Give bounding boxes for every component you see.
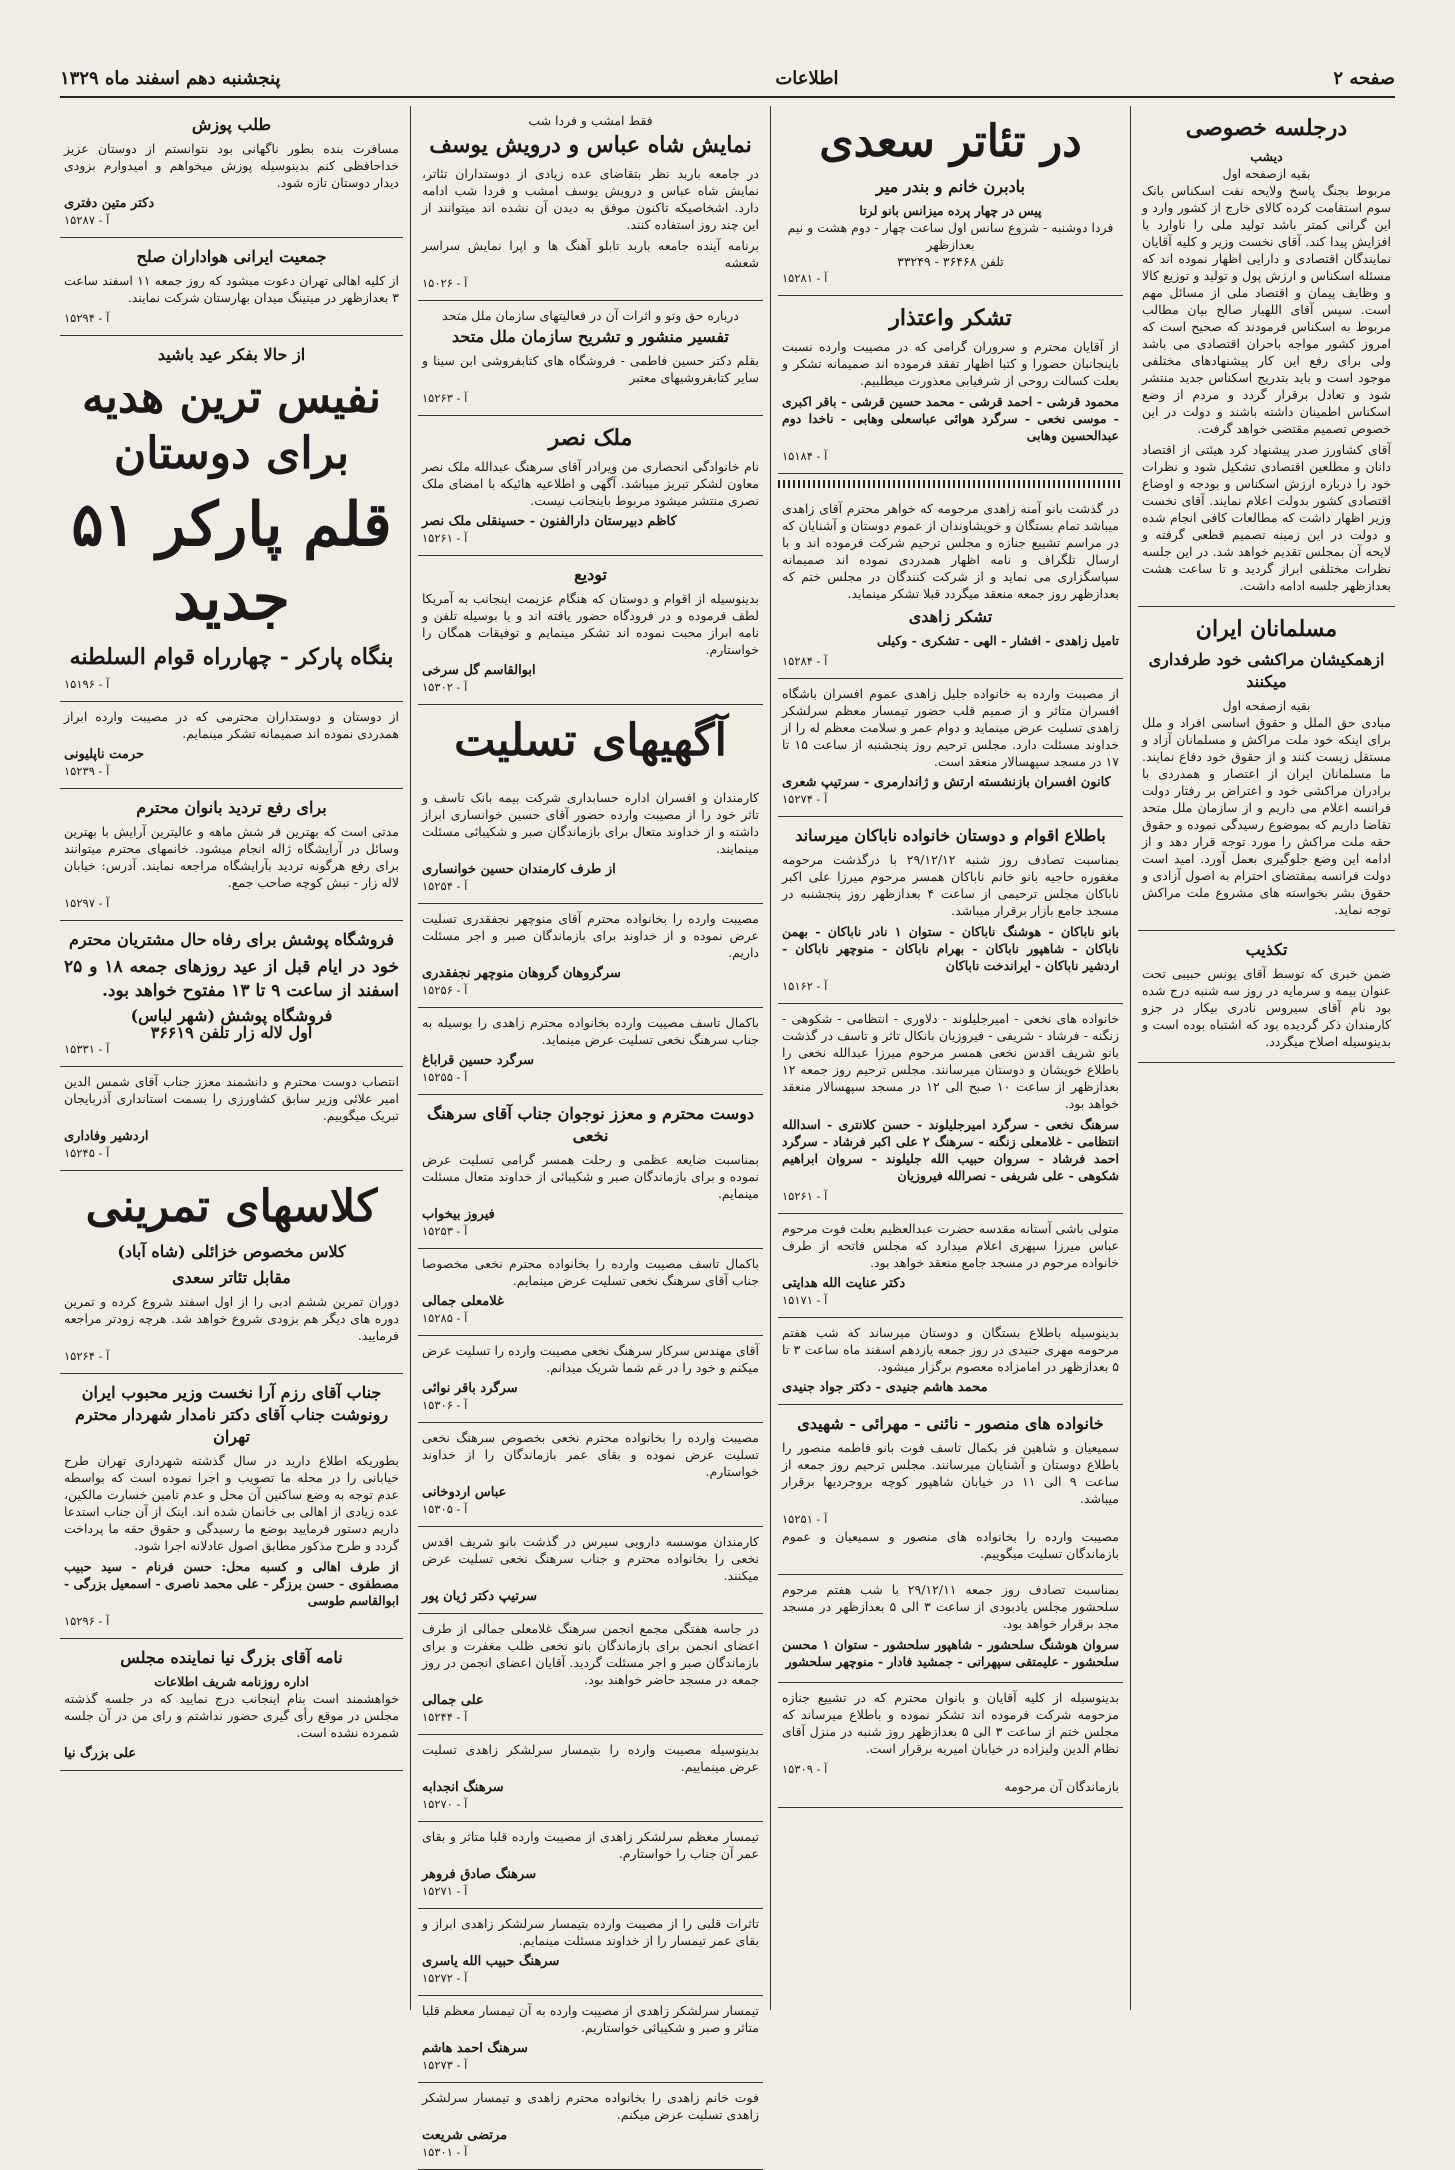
ad-body: نام خانوادگی انحصاری من ویرادر آقای سرهنگ عبدالله ملک نصر معاون لشکر تبریز میباشد. آگهی و اطلاعیه هائیکه با امضای ملک نصری منتشر میشود مربوط باینجانب نیست. [422, 459, 759, 508]
condolence-ad [418, 1008, 763, 1095]
ad-body: کارمندان و افسران اداره حسابداری شرکت بیمه بانک تاسف و تاثر خود را از مصیبت وارده حضور آقای حسین خوانساری ابراز داشته و از خداوند متعال برای بازماندگان صبر و شکیبائی مسئلت مینمایند. [422, 790, 759, 856]
ad-signature: محمد هاشم جنیدی - دکتر جواد جنیدی [782, 1380, 988, 1395]
condolence-ad [418, 1095, 763, 1249]
ad-signature: سرهنگ احمد هاشم [422, 2041, 528, 2056]
private-session-article [1138, 106, 1395, 607]
ad-body: کارمندان موسسه دارویی سیرس در گذشت بانو شریف اقدس نخعی را بخانواده محترم و جناب سرهنگ نخعی تسلیت عرض میکنند. [422, 1534, 759, 1583]
ad-signature: علی بزرگ نیا [64, 1746, 137, 1761]
thanks-apology-ad [778, 296, 1123, 474]
notice-title: تکذیب [1245, 940, 1288, 959]
ad-number: آ - ۱۵۳۰۵ [422, 1502, 468, 1516]
ad-address: مقابل تئاتر سعدی [172, 1268, 291, 1287]
ad-address: اول لاله زار تلفن ۳۶۶۱۹ [150, 1023, 313, 1042]
ad-number: آ - ۱۵۲۶۳ [422, 391, 468, 405]
article-title: مسلمانان ایران [1195, 616, 1338, 642]
ad-signatures: سروان هوشنگ سلحشور - شاهپور سلحشور - ستوان ۱ محسن سلحشور - علیمتقی سپهرانی - جمشید فادار - منوچهر سلحشور [782, 1637, 1119, 1669]
column-3 [418, 106, 763, 2159]
peace-society-ad [60, 238, 403, 336]
ad-signature: کاظم دبیرستان دارالفنون - حسینقلی ملک نصر [422, 514, 677, 529]
ad-time: فردا دوشنبه - شروع سانس اول ساعت چهار - دوم هشت و نیم بعدازظهر [787, 220, 1114, 252]
ad-number: آ - ۱۵۲۵۴ [422, 879, 468, 893]
ad-body: تیمسار معظم سرلشکر زاهدی از مصیبت وارده قلبا متاثر و بقای عمر آن جناب را خواستارم. [422, 1829, 759, 1861]
ad-number: آ - ۱۵۳۰۱ [422, 2145, 468, 2159]
article-continuation: بقیه ازصفحه اول [1222, 698, 1311, 713]
ad-number: آ - ۱۵۲۶۴ [64, 1349, 110, 1363]
column-rule [410, 106, 411, 2010]
paper-name: اطلاعات [775, 67, 839, 89]
ad-play: پیس در چهار پرده میزانس بانو لرتا [859, 203, 1042, 218]
ad-number: آ - ۱۵۲۷۰ [422, 1797, 468, 1811]
ad-signatures: محمود قرشی - احمد قرشی - محمد حسین قرشی - باقر اکبری - موسی نخعی - سرگرد هوائی عباسعلی وهابی - ناخدا دوم عبدالحسین وهابی [782, 394, 1119, 443]
ad-signature: اردشیر وفاداری [64, 1129, 149, 1144]
condolence-ad [418, 1527, 763, 1614]
ad-number: آ - ۱۵۱۶۲ [782, 979, 828, 993]
ad-body: مدتی است که بهترین فر شش ماهه و عالیترین آرایش با بهترین وسائل در آرایشگاه ژاله انجام میشود. خانمهای محترم میتوانند برای رفع هرگونه تردید بآرایشگاه مراجعه نمایند. آدرس: خیابان لاله زار - نبش کوچه صاحب جمع. [64, 824, 399, 890]
last-notice-ad [778, 1683, 1123, 1808]
ad-signature: از طرف کارمندان حسین خوانساری [422, 862, 616, 877]
ad-signature: سرگروهان گروهان منوچهر نجفقدری [422, 966, 621, 981]
condolence-ad [418, 904, 763, 1008]
ad-signature: کانون افسران بازنشسته ارتش و ژاندارمری - سرتیپ شعری [782, 775, 1111, 790]
ad-title: تودیع [574, 565, 607, 584]
condolence-ad [418, 1336, 763, 1423]
ad-body: بطوریکه اطلاع دارید در سال گذشته شهرداری تهران طرح خیابانی را در محله ما تصویب و اجرا نموده است که بواسطه عدم توجه به وضع ساکنین آن محل و عدم تامین خسارت مالکین، عده زیادی از اهالی بی خانمان شده اند. اینک از آن جناب استدعا داریم دستور فرمایید بوضع ما رسیدگی و حقوق حقه ما پرداخت گردد و طرح مذکور مطابق اصول عادلانه اجرا شود. [64, 1453, 400, 1553]
masthead [60, 60, 1395, 98]
ad-kicker: از حالا بفکر عید باشید [157, 345, 306, 364]
condolence-ad [418, 783, 763, 904]
article-continuation: بقیه ازصفحه اول [1222, 166, 1311, 181]
ad-number: آ - ۱۵۲۹۷ [64, 896, 110, 910]
ad-number: آ - ۱۵۳۰۲ [422, 680, 468, 694]
correction-notice [1138, 931, 1395, 1063]
ad-title: فروشگاه پوشش برای رفاه حال مشتریان محترم [69, 930, 394, 949]
ad-body: انتصاب دوست محترم و دانشمند معزز جناب آقای شمس الدین امیر علائی وزیر سابق کشاورزی را بسمت استانداری آذربایجان تبریک میگوییم. [64, 1074, 399, 1123]
ad-body: بدینوسیله باطلاع بستگان و دوستان میرساند که شب هفتم مرحومه مهری جنیدی در روز جمعه یازدهم اسفند ماه ساعت ۳ تا ۵ بعدازظهر در امامزاده معصوم برگزار میشود. [782, 1325, 1119, 1374]
ad-number: آ - ۱۵۲۳۹ [64, 764, 110, 778]
ad-body: از کلیه اهالی تهران دعوت میشود که روز جمعه ۱۱ اسفند ساعت ۳ بعدازظهر در میتینگ میدان بهارستان شرکت نمایند. [64, 273, 399, 305]
ad-signatures: سرهنگ نخعی - سرگرد امیرجلیلوند - حسن کلانتری - اسدالله انتظامی - غلامعلی زنگنه - سرهنگ ۲ علی اکبر فرشاد - سرگرد احمد فرشاد - سروان حبیب الله جلیلوند - سروان ابراهیم شکوهی - علی شریفی - نصرالله فیروزیان [782, 1117, 1120, 1183]
ad-title: تشکر زاهدی [908, 607, 993, 626]
ad-body: مصیبت وارده را بخانواده محترم آقای منوچهر نجفقدری تسلیت عرض نموده و از خداوند برای بازماندگان صبر و اجر مسئلت داریم. [422, 911, 759, 960]
ad-number: آ - ۱۵۲۷۳ [422, 2058, 468, 2072]
ad-number: آ - ۱۵۲۷۲ [422, 1971, 468, 1985]
ad-number: آ - ۱۵۲۷۴ [782, 792, 828, 806]
nabakan-notice-ad [778, 817, 1123, 1004]
zahedi-thanks-ad [778, 494, 1123, 679]
ad-signature: دکتر متین دفتری [64, 196, 155, 211]
ad-number: آ - ۱۵۱۸۴ [782, 449, 828, 463]
ad-number: آ - ۱۵۲۹۴ [64, 311, 110, 325]
ad-body: بقلم دکتر حسین فاطمی - فروشگاه های کتابفروشی ابن سینا و سایر کتابفروشیهای معتبر [422, 353, 759, 385]
ad-store: بنگاه پارکر - چهارراه قوام السلطنه [69, 644, 394, 670]
ad-signature: سرهنگ صادق فروهر [422, 1867, 537, 1882]
malek-nasr-ad [418, 416, 763, 556]
ad-kicker: فقط امشب و فردا شب [528, 113, 653, 128]
condolence-ad [418, 1735, 763, 1822]
divider [778, 480, 1123, 488]
ad-title: در تئاتر سعدی [819, 116, 1082, 167]
ad-title: کلاسهای تمرینی [85, 1181, 378, 1232]
ad-number: آ - ۱۵۲۸۴ [782, 654, 828, 668]
saadi-theater-ad [778, 106, 1123, 296]
ad-body: بدینوسیله از کلیه آقایان و بانوان محترم که در تشییع جنازه مرحومه شرکت فرموده اند تشکر نموده و باطلاع میرساند که مجلس ختم از ساعت ۳ الی ۵ بعدازظهر روز شنبه در منزل آقای نظام الدین ولیزاده در خیابان امیریه برقرار است. [782, 1690, 1119, 1756]
jenidi-notice-ad [778, 1318, 1123, 1405]
column-rule [1130, 106, 1131, 2010]
salon-ad [60, 789, 403, 921]
ad-store-name: فروشگاه پوشش (شهر لباس) [130, 1006, 333, 1025]
ad-signatures: از طرف اهالی و کسبه محل: حسن فرنام - سید حبیب مصطفوی - حسن برزگر - علی محمد ناصری - اسمعیل بزرگی - ابوالقاسم طوسی [63, 1559, 399, 1608]
ad-body: در جامعه باربد نظر بتقاضای عده زیادی از دوستداران تئاتر، نمایش شاه عباس و درویش یوسف امشب و فردا شب ادامه دارد. اشخاصیکه تاکنون موفق به دیدن آن نشده اند میتوانند از این چند روز استفاده کنند. [422, 166, 759, 232]
ad-number: آ - ۱۵۱۹۶ [64, 677, 110, 691]
ad-number: آ - ۱۵۲۸۵ [422, 1311, 468, 1325]
ad-body: خواهشمند است بنام اینجانب درج نمایید که در جلسه گذشته مجلس در موقع رأی گیری حضور نداشتم و رای من در آن جلسه شمرده نشده است. [64, 1691, 399, 1740]
ad-title: تفسیر منشور و تشریح سازمان ملل متحد [452, 327, 729, 346]
apology-ad [60, 106, 403, 238]
ad-body: خانواده های نخعی - امیرجلیلوند - دلاوری - انتظامی - شکوهی - زنگنه - فرشاد - شریفی - فیروزیان بانکال تاثر و تاسف در گذشت بانو شریف اقدس نخعی همسر مرحوم میرزا عبدالله نخعی را باطلاع خویشان و دوستان میرسانند. مجلس ترحیم روز جمعه ۱۲ بعدازظهر از ساعت ۱۰ صبح الی ۱۲ در مسجد سپهسالار منعقد خواهد بود. [782, 1011, 1120, 1111]
column-1 [1138, 106, 1395, 2010]
ad-title: طلب پوزش [191, 115, 272, 134]
ad-title: نامه آقای بزرگ نیا نماینده مجلس [120, 1648, 343, 1667]
ad-title: نمایش شاه عباس و درویش یوسف [429, 132, 752, 158]
ad-body: بدینوسیله مصیبت وارده را بتیمسار سرلشکر زاهدی تسلیت عرض مینماییم. [422, 1742, 759, 1774]
ad-title: نفیس ترین هدیه برای دوستان [82, 372, 381, 479]
ad-body: از مصیبت وارده به خانواده جلیل زاهدی عموم افسران باشگاه افسران متاثر و از صمیم قلب حضور تیمسار معظم سرلشکر زاهدی تسلیت عرض مینماید و دوام عمر و سلامت معظم له را از خداوند مسئلت دارد. مجلس ترحیم روز پنجشنبه از ساعت ۱۵ تا ۱۷ در مسجد سپهسالار منعقد است. [782, 686, 1119, 769]
ad-number: آ - ۱۵۲۵۳ [422, 1224, 468, 1238]
mosque-notice-ad [778, 1214, 1123, 1318]
ad-body: بمناسبت تصادف روز شنبه ۲۹/۱۲/۱۲ با درگذشت مرحومه مغفوره حاجیه بانو خانم ناباکان همسر مرحوم میرزا علی اکبر ناباکان مجلس ترحیمی از ساعت ۴ بعدازظهر روز پنجشنبه در مسجد جامع بازار برقرار میباشد. [782, 852, 1120, 918]
ad-body: مصیبت وارده را بخانواده های منصور و سمیعیان و عموم بازماندگان تسلیت میگوییم. [782, 1529, 1119, 1561]
condolence-ad [418, 1249, 763, 1336]
ad-phone: تلفن ۳۶۴۶۸ - ۳۳۲۴۹ [897, 254, 1004, 269]
condolence-ad [418, 2083, 763, 2170]
condolence-ad [418, 1423, 763, 1527]
ad-body: در گذشت بانو آمنه زاهدی مرحومه که خواهر محترم آقای زاهدی میباشد تمام بستگان و خویشاوندان از عموم دوستان و آشنایان که در مراسم تشییع جنازه و مجلس ترحیم شرکت فرموده اند و با ارسال تلگراف و نامه اظهار همدردی نموده اند صمیمانه سپاسگزاری می نماید و از شرکت کنندگان در مجلس ختم که بعدازظهر روز جمعه منعقد میگردد قبلا تشکر مینماید. [782, 501, 1120, 601]
thanks-ad [60, 702, 403, 789]
column-rule [770, 106, 771, 2010]
notice-body: ضمن خبری که توسط آقای یونس حبیبی تحت عنوان بیمه و سرمایه در روز سه شنبه درج شده بود نام آقای سیروس نادری بیکار در جزو کارمندان ذکر گردیده بود که اشتباه بوده است و بدینوسیله اصلاح میگردد. [1142, 966, 1391, 1049]
ad-title: جمعیت ایرانی هواداران صلح [136, 247, 327, 266]
article-body: مبادی حق الملل و حقوق اساسی افراد و ملل برای اینکه خود ملت مراکش و مسلمانان آزاد و مستقل زیست کنند و از حقوق خود دفاع نمایند. ما مسلمانان ایران از اعتصار و همدردی با برادران مراکشی خود و اعتراض بر رفتار دولت فرانسه اعلام می داریم و از سازمان ملل متحد تقاضا داریم که بموضوع رسیدگی نموده و حقوق حقه ملت مراکش را مورد توجه قرار دهد و از ادامه این وضع جلوگیری بعمل آورد. امید است دولت فرانسه بمقتضای احترام به اصول آزادی و حقوق بشر بخواسته های مشروع ملت مراکش توجه نماید. [1142, 715, 1391, 917]
condolence-ad [418, 1909, 763, 1996]
article-body: مربوط بجنگ پاسخ ولایحه نفت اسکناس بانک سوم استقامت کرده کالای خارج از کشور وارد و این گرانی کمتر باشد تولید ملی را ناوارد یا افزایش پیدا کند. آقای نخست وزیر و کلیه آقایان نمایندگان اقتصادی و دارایی اظهار نموده اند که مسئله اسکناس و ارزش پول و تولید و توزیع کالا و وظایف پیمان و اقتصاد ملی از مسائل مهم است. سپس آقای اللهیار صالح بیان مطالب مربوط به اسکناس فرمودند که صحیح است که امروز کشور مواجه باحران اقتصادی می باشد ولی برای رفع این کار پیشنهادهای مختلفی موجود است و باید بتدریج اسکناس جدید منتشر شود و تعادل برقرار گردد و مردم از وضع اسکناس اطمینان داشته باشند و دولت در این خصوص تصمیم مقتضی خواهد گرفت. [1142, 183, 1391, 436]
ad-number: آ - ۱۵۲۹۶ [64, 1614, 110, 1628]
clothing-store-ad [60, 921, 403, 1067]
ad-subtitle: اداره روزنامه شریف اطلاعات [154, 1674, 309, 1689]
nakhaei-families-ad [778, 1004, 1123, 1214]
ad-title: خانواده های منصور - نائنی - مهرائی - شهیدی [797, 1414, 1104, 1433]
ad-number: آ - ۱۵۲۴۵ [64, 1146, 110, 1160]
ad-subtitle: بادبرن خانم و بندر میر [876, 177, 1025, 196]
ad-body: باکمال تاسف مصیبت وارده را بخانواده محترم نخعی مخصوصا جناب آقای سرهنگ نخعی تسلیت عرض مینمایم. [422, 1256, 759, 1288]
article-body: آقای کشاورز صدر پیشنهاد کرد هیئتی از اقتصاد دانان و مطلعین اقتصادی تشکیل شود و نظرات خود را درباره ارزش اسکناس و بودجه و اوضاع اقتصادی کشور بدولت اعلام نمایند. آقای نخست وزیر اظهار داشت که مطالعات کافی انجام شده و دولت در این زمینه تصمیم قطعی گرفته و لایحه آن بمجلس تقدیم خواهد شد. در این جلسه نظرات مختلفی ابراز گردید و تا ساعت هشت بعدازظهر جلسه ادامه داشت. [1142, 442, 1391, 593]
ad-body: دوران تمرین ششم ادبی را از اول اسفند شروع کرده و تمرین دوره های دیگر هم بزودی شروع خواهد شد. هرچه زودتر مراجعه فرمایید. [64, 1294, 399, 1343]
ad-number: آ - ۱۵۱۷۱ [782, 1293, 828, 1307]
show-ad [418, 106, 763, 301]
ad-signature: ابوالقاسم گل سرخی [422, 663, 536, 678]
mansour-families-ad [778, 1405, 1123, 1575]
ad-body: تاثرات قلبی را از مصیبت وارده بتیمسار سرلشکر زاهدی ابراز و بقای عمر تیمسار را از خداوند مسئلت مینمایم. [422, 1916, 759, 1948]
ad-note: برنامه آینده جامعه باربد تابلو آهنگ ها و اپرا نمایش سراسر شعشه [422, 238, 759, 270]
mp-letter-ad [60, 1639, 403, 1771]
ad-signatures: تامیل زاهدی - افشار - الهی - تشکری - وکیلی [876, 633, 1119, 648]
ad-signature: حرمت ناپلیونی [64, 747, 145, 762]
section-title: آگهیهای تسلیت [454, 715, 727, 766]
officers-condolence-ad [778, 679, 1123, 817]
newspaper-page [60, 60, 1395, 2159]
ad-body: فوت خانم زاهدی را بخانواده محترم زاهدی و تیمسار سرلشکر زاهدی تسلیت عرض میکنم. [422, 2090, 759, 2122]
ad-number: آ - ۱۵۲۵۶ [422, 983, 468, 997]
ad-signature: سرگرد باقر نوائی [422, 1381, 518, 1396]
condolence-ad [418, 1822, 763, 1909]
ad-body: تیمسار سرلشکر زاهدی از مصیبت وارده به آن تیمسار معظم قلبا متاثر و صبر و شکیبائی خواستاریم. [422, 2003, 759, 2035]
issue-date: پنجشنبه دهم اسفند ماه ۱۳۲۹ [60, 67, 281, 89]
article-title: درجلسه خصوصی [1185, 115, 1348, 141]
ad-number: آ - ۱۵۲۵۵ [422, 1070, 468, 1084]
ad-number: آ - ۱۵۳۰۹ [782, 1762, 828, 1776]
ad-body: خود در ایام قبل از عید روزهای جمعه ۱۸ و ۲۵ اسفند از ساعت ۹ تا ۱۳ مفتوح خواهد بود. [64, 957, 400, 1001]
ad-title: باطلاع اقوام و دوستان خانواده ناباکان میرساند [795, 826, 1106, 845]
ad-signature: سرهنگ انجدابه [422, 1780, 504, 1795]
ad-number: آ - ۱۵۲۸۷ [64, 213, 110, 227]
ad-number: آ - ۱۵۲۸۱ [782, 271, 828, 285]
ad-body: مسافرت بنده بطور ناگهانی بود نتوانستم از دوستان عزیز خداحافظی کنم بدینوسیله پوزش میخواهم و امیدوارم بزودی دیدار دوستان تازه شود. [64, 141, 399, 190]
ad-title: تشکر واعتذار [889, 305, 1012, 331]
condolence-ad [418, 1614, 763, 1735]
appointment-ad [60, 1067, 403, 1171]
un-book-ad [418, 301, 763, 416]
ad-number: آ - ۱۵۳۳۱ [64, 1042, 110, 1056]
ad-signature: سرهنگ حبیب الله یاسری [422, 1954, 560, 1969]
ad-number: آ - ۱۵۲۴۴ [422, 1710, 468, 1724]
ad-signature: سرگرد حسین قراباغ [422, 1053, 535, 1068]
ad-body: باکمال تاسف مصیبت وارده بخانواده محترم زاهدی را بوسیله به جناب سرهنگ نخعی تسلیت عرض مینماید. [422, 1015, 759, 1047]
ad-signature: علی جمالی [422, 1693, 484, 1708]
ad-signature: عباس اردوخانی [422, 1485, 507, 1500]
ad-number: آ - ۱۵۰۲۶ [422, 276, 468, 290]
ad-signatures: بانو ناباکان - هوشنگ ناباکان - ستوان ۱ نادر ناباکان - بهمن ناباکان - شاهپور ناباکان - بهرام ناباکان - منوچهر ناباکان - اردشیر ناباکان - ایراندخت ناباکان [782, 924, 1119, 973]
ad-title: دوست محترم و معزز نوجوان جناب آقای سرهنگ نخعی [426, 1104, 755, 1145]
ad-body: مصیبت وارده را بخانواده محترم نخعی بخصوص سرهنگ نخعی تسلیت عرض نموده و بقای عمر بازماندگان را از خداوند خواستارم. [422, 1430, 759, 1479]
ad-product: قلم پارکر ۵۱ جدید [71, 490, 392, 634]
ad-signature: مرتضی شریعت [422, 2128, 508, 2143]
ad-number: آ - ۱۵۲۷۱ [422, 1884, 468, 1898]
ad-number: آ - ۱۵۲۵۱ [782, 1512, 828, 1526]
farewell-ad [418, 556, 763, 705]
training-classes-ad [60, 1171, 403, 1374]
ad-body: بمناسبت تصادف روز جمعه ۲۹/۱۲/۱۱ با شب هفتم مرحوم سلحشور مجلس یادبودی از ساعت ۳ الی ۵ بعدازظهر در مسجد مجد برقرار خواهد بود. [782, 1582, 1120, 1631]
ad-signature: دکتر عنایت الله هدایتی [782, 1276, 906, 1291]
ad-signature: سرتیپ دکتر ژیان پور [422, 1589, 538, 1604]
column-4 [60, 106, 403, 2010]
ad-body: بازماندگان آن مرحومه [1004, 1779, 1119, 1794]
ad-title: جناب آقای رزم آرا نخست وزیر محبوب ایران رونوشت جناب آقای دکتر نامدار شهردار محترم تهران [74, 1383, 389, 1446]
article-subtitle: ازهمکیشان مراکشی خود طرفداری میکنند [1148, 650, 1385, 691]
page-number: صفحه ۲ [1333, 67, 1395, 89]
article-subtitle: دیشب [1250, 149, 1283, 164]
ad-number: آ - ۱۵۲۶۱ [782, 1189, 828, 1203]
ad-body: در جاسه هفتگی مجمع انجمن سرهنگ غلامعلی جمالی از طرف اعضای انجمن برای بازماندگان بانو نخعی طلب مغفرت و برای بازماندگان صبر و اجر مسئلت گردید. آقایان اعضای انجمن در روز جمعه در مسجد حاضر خواهند بود. [422, 1621, 759, 1687]
ad-body: از دوستان و دوستداران محترمی که در مصیبت وارده ابراز همدردی نموده اند صمیمانه تشکر مینمایم. [64, 709, 399, 741]
ad-body: سمیعیان و شاهین فر بکمال تاسف فوت بانو فاطمه منصور را باطلاع دوستان و آشنایان میرسانند. مجلس ترحیم روز جمعه از ساعت ۹ الی ۱۱ در خیابان شاهپور کوچه بروجردیها برقرار میباشد. [782, 1440, 1119, 1506]
condolence-ad [418, 1996, 763, 2083]
ad-body: آقای مهندس سرکار سرهنگ نخعی مصیبت وارده را تسلیت عرض میکنم و خود را در غم شما شریک میدانم. [422, 1343, 759, 1375]
ad-kicker: درباره حق وتو و اثرات آن در فعالیتهای سازمان ملل متحد [442, 308, 739, 323]
open-letter-ad [60, 1374, 403, 1639]
ad-body: از آقایان محترم و سروران گرامی که در مصیبت وارده نسبت باینجانبان حضورا و کتبا اظهار تفقد فرموده اند صمیمانه تشکر و بعلت کسالت روحی از شرفیابی معذورت میطلبیم. [782, 339, 1119, 388]
muslims-article [1138, 607, 1395, 931]
ad-number: آ - ۱۵۳۰۶ [422, 1398, 468, 1412]
ad-body: بدینوسیله از اقوام و دوستان که هنگام عزیمت اینجانب به آمریکا لطف فرموده و در فرودگاه حضور یافته اند و یا بوسیله تلفن و نامه ابراز محبت نموده اند تشکر مینمایم و توفیقات همگان را خواستارم. [422, 591, 759, 657]
column-2 [778, 106, 1123, 2010]
ad-title: برای رفع تردید بانوان محترم [136, 798, 327, 817]
ad-body: بمناسبت ضایعه عظمی و رحلت همسر گرامی تسلیت عرض نموده و برای بازماندگان صبر و شکیبائی از خداوند متعال مسئلت مینمایم. [422, 1152, 759, 1201]
salahshur-notice-ad [778, 1575, 1123, 1683]
ad-signature: فیروز بیخواب [422, 1207, 495, 1222]
ad-number: آ - ۱۵۲۶۱ [422, 531, 468, 545]
condolence-section [418, 705, 763, 783]
ad-title: ملک نصر [548, 425, 633, 451]
ad-subtitle: کلاس مخصوص خزائلی (شاه آباد) [117, 1242, 346, 1261]
parker-pen-ad [60, 336, 403, 702]
ad-signature: غلامعلی جمالی [422, 1294, 504, 1309]
ad-body: متولی باشی آستانه مقدسه حضرت عبدالعظیم بعلت فوت مرحوم عباس میرزا سپهری اعلام میدارد که مجلس فاتحه از طرف خانواده مرحوم در مسجد جامع منعقد خواهد بود. [782, 1221, 1119, 1270]
